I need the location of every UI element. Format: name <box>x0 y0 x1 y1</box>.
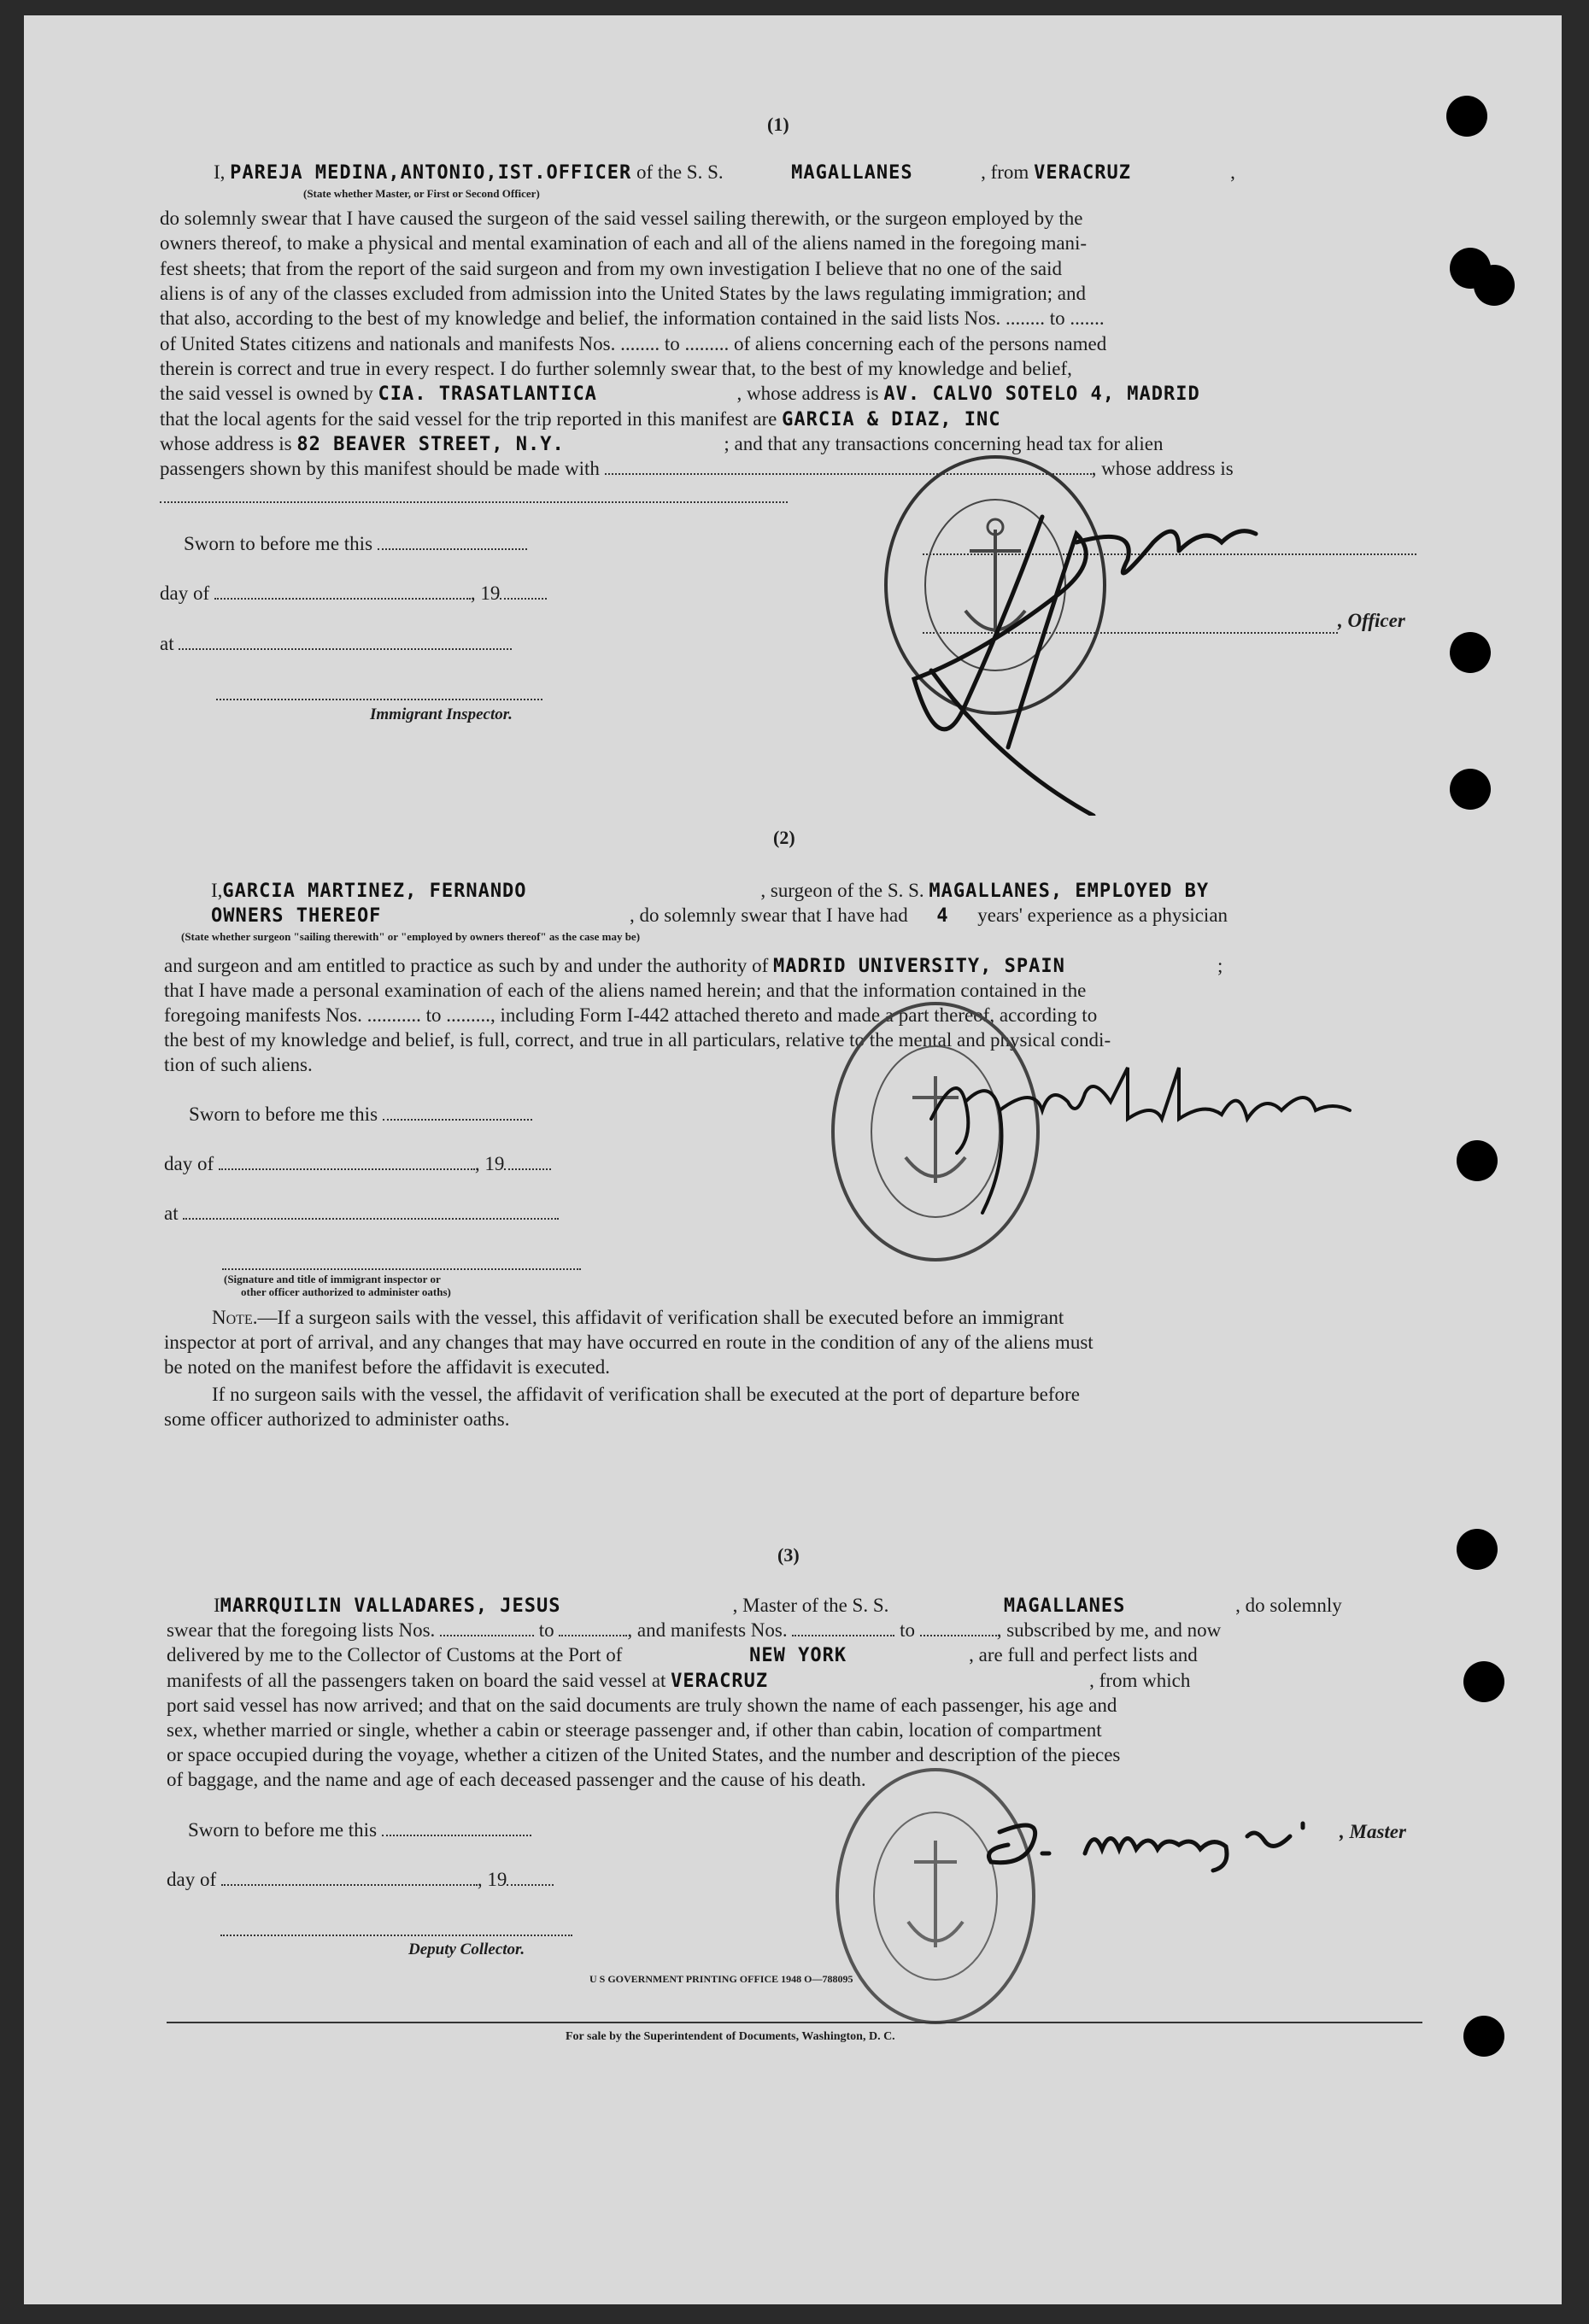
years-line: OWNERS THEREOF , do solemnly swear that I have had 4 years' experience as a physician <box>211 903 1228 929</box>
body-line: that also, according to the best of my knowledge and belief, the information contained in the said lists Nos. ........ to ....... <box>160 307 1105 329</box>
at-line <box>164 1201 559 1226</box>
body-line: or space occupied during the voyage, whether a citizen of the United States, and the number and description of the pieces <box>167 1744 1121 1765</box>
master-label: , Master <box>1340 1821 1406 1842</box>
agents-line: that the local agents for the said vessel for the trip reported in this manifest are GARCIA & DIAZ, INC <box>160 408 1001 430</box>
master-name: MARRQUILIN VALLADARES, JESUS <box>220 1595 561 1617</box>
authority-line: and surgeon and am entitled to practice as such by and under the authority of MADRID UNIVERSITY, SPAIN ; <box>164 953 1223 980</box>
punch-hole <box>1450 632 1491 673</box>
agents-name: GARCIA & DIAZ, INC <box>782 409 1001 430</box>
sworn-line <box>184 531 527 557</box>
sworn-label: Sworn to before me this <box>188 1819 378 1841</box>
master-word: Master <box>1349 1821 1406 1842</box>
year-prefix: 19 <box>484 1153 505 1174</box>
port-arrival: NEW YORK <box>749 1645 847 1666</box>
body-line: sex, whether married or single, whether a cabin or steerage passenger and, if other than cabin, location of compartment <box>167 1719 1102 1741</box>
note-line: If no surgeon sails with the vessel, the affidavit of verification shall be executed at the port of departure before <box>212 1384 1080 1405</box>
body-line: that I have made a personal examination of each of the aliens named herein; and that the information contained in the <box>164 980 1087 1001</box>
ship-name: MAGALLANES <box>791 162 913 184</box>
note-label: Note. <box>212 1307 258 1328</box>
punch-hole <box>1474 265 1515 306</box>
note-line <box>212 1305 1064 1331</box>
at-label: at <box>160 633 174 654</box>
year-prefix: 19 <box>487 1869 507 1890</box>
day-label: day of <box>164 1153 214 1174</box>
body-line: tion of such aliens. <box>164 1054 313 1075</box>
day-line: day of , 19 <box>167 1867 554 1893</box>
surgeon-ship: MAGALLANES, EMPLOYED BY <box>929 881 1210 902</box>
agents-address: 82 BEAVER STREET, N.Y. <box>296 434 565 455</box>
punch-hole <box>1463 2016 1504 2057</box>
note-line: be noted on the manifest before the affidavit is executed. <box>164 1356 610 1378</box>
sworn-line <box>189 1102 532 1127</box>
punch-hole <box>1446 96 1487 137</box>
officer-signature <box>880 491 1307 816</box>
inspector-label: Immigrant Inspector. <box>370 705 513 723</box>
from-port: VERACRUZ <box>1034 162 1132 184</box>
body-line: port said vessel has now arrived; and that on the said documents are truly shown the name of each passenger, his age and <box>167 1695 1117 1716</box>
signature-caption: (Signature and title of immigrant inspector or <box>224 1273 441 1285</box>
punch-hole <box>1457 1529 1498 1570</box>
owner-name: CIA. TRASATLANTICA <box>378 383 597 405</box>
punch-hole <box>1457 1140 1498 1181</box>
at-label: at <box>164 1203 179 1224</box>
master-signature <box>974 1802 1341 1879</box>
section-number: (2) <box>773 827 795 848</box>
rank-caption: (State whether Master, or First or Second Officer) <box>303 187 540 200</box>
section-number: (1) <box>767 114 789 135</box>
collector-signature-line <box>220 1935 572 1936</box>
address-dotted-line <box>160 501 788 503</box>
body-line: owners thereof, to make a physical and mental examination of each and all of the aliens named in the foregoing mani- <box>160 232 1088 254</box>
day-line: day of , 19 <box>160 581 547 606</box>
employment-cont: OWNERS THEREOF <box>211 905 382 927</box>
officer-signature-line <box>222 1268 581 1270</box>
master-ship: MAGALLANES <box>1003 1595 1126 1617</box>
collector-label: Deputy Collector. <box>408 1941 525 1958</box>
agents-address-line: whose address is 82 BEAVER STREET, N.Y. ; and that any transactions concerning head tax for alien <box>160 431 1163 458</box>
master-line: IMARRQUILIN VALLADARES, JESUS , Master of the S. S. MAGALLANES , do solemnly <box>214 1593 1342 1619</box>
footer-rule <box>167 2022 1422 2023</box>
punch-hole <box>1450 769 1491 810</box>
officer-name: PAREJA MEDINA,ANTONIO,IST.OFFICER <box>230 162 632 184</box>
lists-line: swear that the foregoing lists Nos. to , and manifests Nos. to , subscribed by me, and now <box>167 1619 1222 1641</box>
printing-office: U S GOVERNMENT PRINTING OFFICE 1948 O—788095 <box>589 1973 853 1985</box>
body-line: the best of my knowledge and belief, is full, correct, and true in all particulars, relative to the mental and physical condi- <box>164 1029 1111 1051</box>
note-text: —If a surgeon sails with the vessel, this affidavit of verification shall be executed before an immigrant <box>257 1307 1064 1328</box>
body-line: foregoing manifests Nos. ........... to ........., including Form I-442 attached thereto and made a part thereof, according to <box>164 1004 1098 1026</box>
body-line: do solemnly swear that I have caused the surgeon of the said vessel sailing therewith, or the surgeon employed by the <box>160 208 1083 229</box>
day-label: day of <box>160 582 210 604</box>
day-label: day of <box>167 1869 217 1890</box>
owner-line: the said vessel is owned by CIA. TRASATLANTICA , whose address is AV. CALVO SOTELO 4, MADRID <box>160 381 1200 407</box>
sale-notice: For sale by the Superintendent of Documents, Washington, D. C. <box>566 2030 895 2043</box>
officer-line: I, PAREJA MEDINA,ANTONIO,IST.OFFICER of the S. S. MAGALLANES , from VERACRUZ , <box>214 160 1235 186</box>
day-line: day of , 19 <box>164 1151 551 1177</box>
body-line: of United States citizens and nationals and manifests Nos. ........ to ......... of aliens concerning each of the persons named <box>160 333 1107 354</box>
port-departure: VERACRUZ <box>671 1671 769 1692</box>
body-line: aliens is of any of the classes excluded from admission into the United States by the laws regulating immigration; and <box>160 283 1086 304</box>
owner-address: AV. CALVO SOTELO 4, MADRID <box>883 383 1200 405</box>
at-line <box>160 631 512 657</box>
sworn-label: Sworn to before me this <box>184 533 373 554</box>
body-line: therein is correct and true in every respect. I do further solemnly swear that, to the best of my knowledge and belief, <box>160 358 1072 379</box>
head-tax-line: passengers shown by this manifest should be made with , whose address is <box>160 458 1234 479</box>
sworn-line <box>188 1818 531 1843</box>
officer-label: , Officer <box>1338 610 1405 631</box>
port-departure-line: manifests of all the passengers taken on board the said vessel at VERACRUZ , from which <box>167 1668 1190 1695</box>
surgeon-caption: (State whether surgeon "sailing therewith" or "employed by owners thereof" as the case may be) <box>181 930 641 943</box>
year-prefix: 19 <box>480 582 501 604</box>
surgeon-name: GARCIA MARTINEZ, FERNANDO <box>222 881 527 902</box>
surgeon-signature <box>906 1051 1401 1221</box>
authority: MADRID UNIVERSITY, SPAIN <box>773 956 1065 977</box>
ship-stamp <box>824 1759 1047 2033</box>
surgeon-line: I,GARCIA MARTINEZ, FERNANDO , surgeon of the S. S. MAGALLANES, EMPLOYED BY <box>211 878 1209 904</box>
note-line: inspector at port of arrival, and any changes that may have occurred en route in the condition of any of the aliens must <box>164 1332 1094 1353</box>
body-line: of baggage, and the name and age of each deceased passenger and the cause of his death. <box>167 1769 866 1790</box>
years-experience: 4 <box>936 905 949 927</box>
section-number: (3) <box>777 1544 800 1566</box>
signature-caption: other officer authorized to administer oaths) <box>241 1285 451 1298</box>
officer-word: Officer <box>1347 610 1405 631</box>
note-line: some officer authorized to administer oaths. <box>164 1408 510 1430</box>
body-line: fest sheets; that from the report of the said surgeon and from my own investigation I believe that no one of the said <box>160 258 1063 279</box>
sworn-label: Sworn to before me this <box>189 1103 378 1125</box>
inspector-signature-line <box>216 699 542 700</box>
punch-hole <box>1463 1661 1504 1702</box>
port-arrival-line: delivered by me to the Collector of Customs at the Port of NEW YORK , are full and perfect lists and <box>167 1642 1198 1669</box>
